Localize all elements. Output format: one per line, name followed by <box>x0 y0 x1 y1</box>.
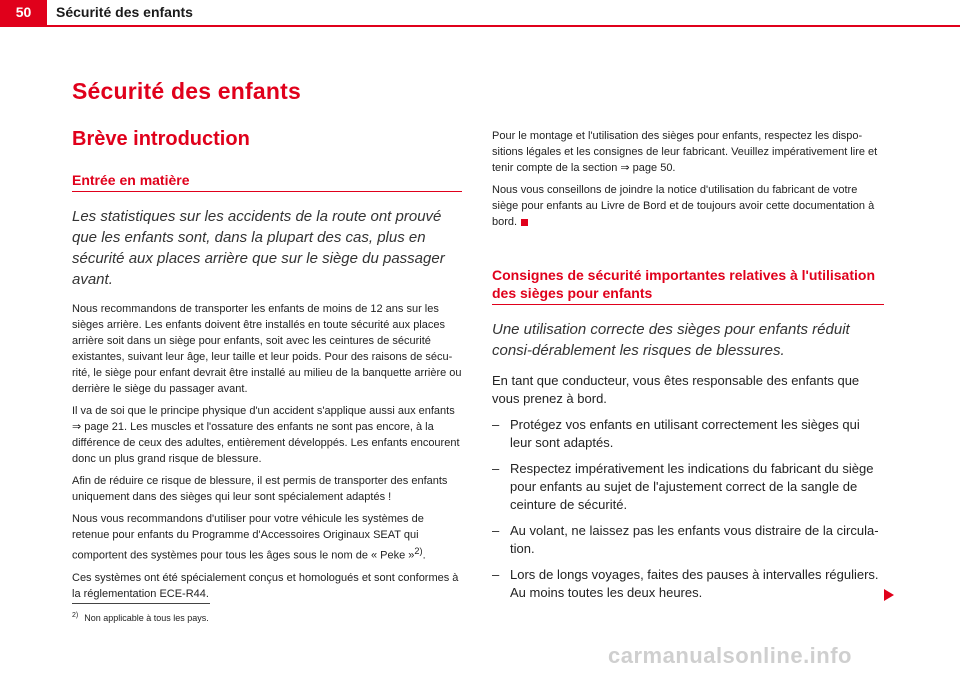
paragraph <box>72 511 462 564</box>
paragraph: Ces systèmes ont été spécialement conçus et homologués et sont conformes à la réglementation ECE-R44. <box>72 571 459 600</box>
paragraph: Il va de soi que le principe physique d'un accident s'applique aussi aux enfants ⇒ page 21. Les muscles et l'ossature des enfants ne sont pas encore, à la différence de ceux des adultes, entièrement développés. Les enfants encourent donc un plus grand risque de blessure. <box>72 405 460 465</box>
page-number: 50 <box>0 0 47 25</box>
running-header-title: Sécurité des enfants <box>56 4 193 20</box>
paragraph: Nous recommandons de transporter les enfants de moins de 12 ans sur les sièges arrière. Les enfants doivent être installés en toute sécurité aux places arrière soit dans un siège pour enfants, soit avec les ceintures de sécurité existantes, suivant leur âge, leur taille et leur poids. Pour des raisons de sécu-rité, le siège pour enfant devrait être installé au milieu de la banquette arrière ou derrière le siège du passager avant. <box>72 303 462 395</box>
paragraph-text: Nous vous recommandons d'utiliser pour votre véhicule les systèmes de retenue pour enfants du Programme d'Accessoires Originaux SEAT qui comportent des systèmes pour tous les âges sous le nom de « Peke » <box>72 513 424 562</box>
safety-lead: Une utilisation correcte des sièges pour enfants réduit consi-dérablement les risques de blessures. <box>492 321 850 359</box>
intro-lead: Les statistiques sur les accidents de la route ont prouvé que les enfants sont, dans la plupart des cas, plus en sécurité aux places arrière que sur le siège du passager avant. <box>72 208 445 288</box>
section-title-intro: Brève introduction <box>72 128 250 150</box>
list-item: – Respectez impérativement les indications du fabricant du siège pour enfants au sujet de l'ajustement correct de la sangle de ceinture de sécurité. <box>492 460 884 514</box>
paragraph: En tant que conducteur, vous êtes responsable des enfants que vous prenez à bord. <box>492 373 860 406</box>
end-of-section-icon <box>521 219 528 226</box>
right-column <box>492 128 884 610</box>
list-item: – Au volant, ne laissez pas les enfants vous distraire de la circula-tion. <box>492 522 884 558</box>
paragraph-text: Nous vous conseillons de joindre la notice d'utilisation du fabricant de votre siège pour enfants au Livre de Bord et de toujours avoir cette documentation à bord. <box>492 184 875 228</box>
footnote-text: Non applicable à tous les pays. <box>84 613 209 623</box>
safety-list <box>492 416 884 602</box>
watermark: carmanualsonline.info <box>608 643 852 668</box>
paragraph <box>492 182 884 230</box>
section-title-safety: Consignes de sécurité importantes relatives à l'utilisation des sièges pour enfants <box>492 266 884 305</box>
footnote <box>72 612 209 623</box>
header-rule <box>0 25 960 27</box>
chapter-title: Sécurité des enfants <box>72 78 301 104</box>
footnote-mark: 2) <box>72 612 79 619</box>
subsection-title: Entrée en matière <box>72 171 462 192</box>
footnote-reference: 2) <box>414 546 423 556</box>
left-column <box>72 128 462 608</box>
continue-arrow-icon <box>884 589 894 601</box>
paragraph: Afin de réduire ce risque de blessure, il est permis de transporter des enfants uniquement dans des sièges qui leur sont spécialement adaptés ! <box>72 475 448 503</box>
list-item: – Lors de longs voyages, faites des pauses à intervalles réguliers. Au moins toutes les deux heures. <box>492 566 884 602</box>
paragraph-end: . <box>422 549 426 562</box>
footnote-rule <box>72 603 210 604</box>
list-item: – Protégez vos enfants en utilisant correctement les sièges qui leur sont adaptés. <box>492 416 884 452</box>
paragraph: Pour le montage et l'utilisation des sièges pour enfants, respectez les dispo-sitions légales et les consignes de leur fabricant. Veuillez impérativement lire et tenir compte de la section ⇒ page 50. <box>492 130 878 174</box>
